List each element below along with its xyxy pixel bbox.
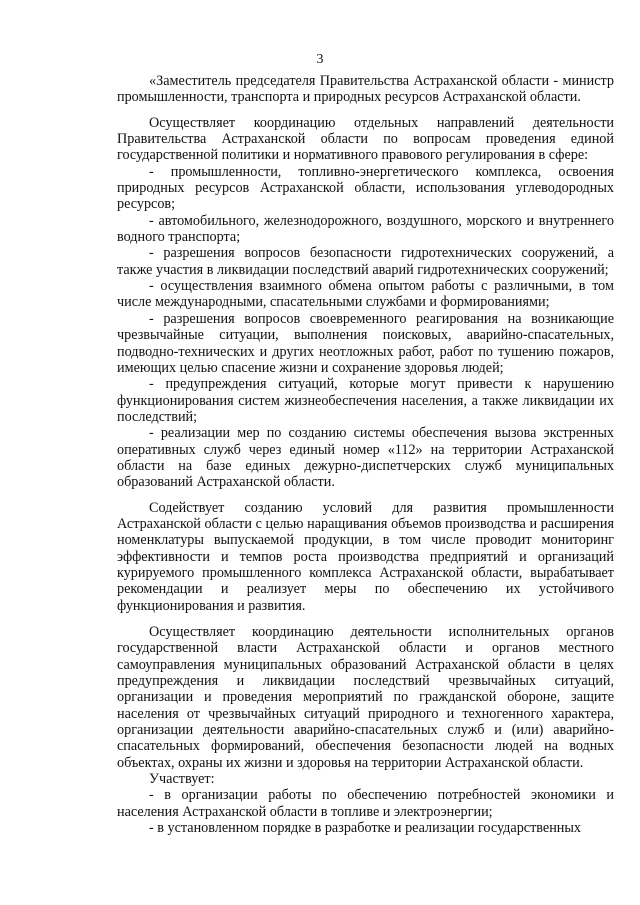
paragraph-participates: Участвует: [149,771,215,788]
list-item: - разрешения вопросов своевременного реагирования на возникающие чрезвычайные ситуации, выполнения поисковых, аварийно-спасательных, подводно-технических и других неотложных работ, работ по тушению пожаров, имеющих целью спасение жизни и сохранение здоровья людей; [117,310,614,376]
list-item: - в установленном порядке в разработке и реализации государственных [149,820,582,837]
list-item: - предупреждения ситуаций, которые могут привести к нарушению функционирования систем жизнеобеспечения населения, а также ликвидации их последствий; [117,376,614,425]
paragraph-industry-support: Содействует созданию условий для развития промышленности Астраханской области с целью наращивания объемов производства и расширения номенклатуры выпускаемой продукции, в том числе проводит мониторинг эффективности и темпов роста производства предприятий и организаций курируемого промышленного комплекса Астраханской области, вырабатывает рекомендации и реализует меры по обеспечению их устойчивого функционирования и развития. [117,499,614,614]
list-item: - реализации мер по созданию системы обеспечения вызова экстренных оперативных служб через единый номер «112» на территории Астраханской области на базе единых дежурно-диспетчерских служб муниципальных образований Астраханской области. [117,425,614,491]
list-item: - осуществления взаимного обмена опытом работы с различными, в том числе международными, спасательными службами и формированиями; [117,278,614,311]
list-item: - промышленности, топливно-энергетического комплекса, освоения природных ресурсов Астраханской области, использования углеводородных ресурсов; [117,163,614,213]
list-item: - автомобильного, железнодорожного, воздушного, морского и внутреннего водного транспорта; [117,212,614,246]
paragraph-coordination-intro: Осуществляет координацию отдельных направлений деятельности Правительства Астраханской области по вопросам проведения единой государственной политики и нормативного правового регулирования в сфере: [117,114,614,164]
page-number: 3 [316,52,324,67]
paragraph-emergency-coordination: Осуществляет координацию деятельности исполнительных органов государственной власти Астраханской области и органов местного самоуправления муниципальных образований Астраханской области в целях предупреждения и ликвидации последствий чрезвычайных ситуаций, организации и проведения мероприятий по гражданской обороне, защите населения от чрезвычайных ситуаций природного и техногенного характера, организации деятельности аварийно-спасательных служб и (или) аварийно-спасательных формирований, обеспечения безопасности людей на водных объектах, охраны их жизни и здоровья на территории Астраханской области. [117,624,614,771]
list-item: - в организации работы по обеспечению потребностей экономики и населения Астраханской области в топливе и электроэнергии; [117,787,614,820]
list-item: - разрешения вопросов безопасности гидротехнических сооружений, а также участия в ликвидации последствий аварий гидротехнических сооружений; [117,245,614,278]
paragraph-appointment-title: «Заместитель председателя Правительства Астраханской области - министр промышленности, транспорта и природных ресурсов Астраханской области. [117,73,614,106]
document-body [117,73,614,836]
